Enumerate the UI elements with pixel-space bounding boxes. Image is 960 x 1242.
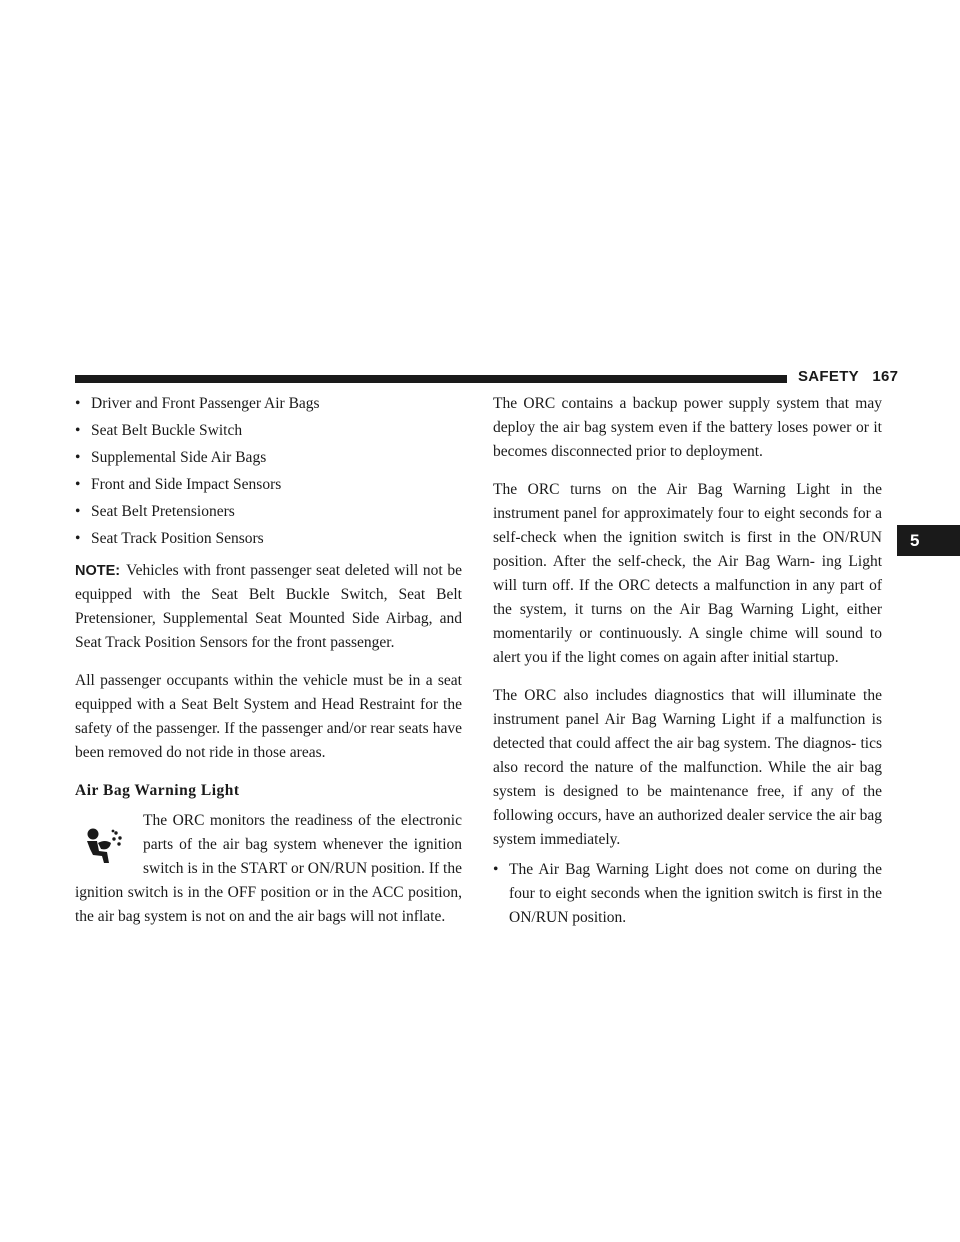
backup-power-paragraph: The ORC contains a backup power supply system that may deploy the air bag system even if the battery loses power or it becomes disconnected prior to deployment. (493, 395, 882, 460)
list-item-text: Seat Belt Pretensioners (91, 503, 235, 520)
warning-light-paragraph (75, 809, 462, 929)
list-item-text: The Air Bag Warning Light does not come on during the four to eight seconds when the ignition switch is first in the ON/RUN position. (509, 861, 882, 926)
bullet-glyph: • (75, 476, 81, 493)
section-heading: Air Bag Warning Light (75, 782, 240, 799)
list-item (75, 527, 462, 551)
airbag-warning-icon-graphic (83, 827, 127, 865)
list-item-text: Driver and Front Passenger Air Bags (91, 395, 320, 412)
bullet-glyph: • (75, 449, 81, 466)
diagnostics-paragraph: The ORC also includes diagnostics that will illuminate the instrument panel Air Bag Warning Light if a malfunction is detected that could affect the air bag system. The diagnos- tics also record the nature of the malfunction. While the air bag system is designed to be maintenance free, if any of the following occurs, have an authorized dealer service the air bag system immediately. (493, 687, 882, 848)
bullet-glyph: • (493, 861, 499, 878)
list-item (75, 473, 462, 497)
list-item (75, 419, 462, 443)
service-conditions-list (493, 858, 882, 930)
list-item (75, 446, 462, 470)
bullet-glyph: • (75, 503, 81, 520)
page-header (798, 368, 898, 385)
header-rule (75, 375, 787, 383)
note-text: Vehicles with front passenger seat deleted will not be equipped with the Seat Belt Buckle Switch, Seat Belt Pretensioner, Supplemental Seat Mounted Side Airbag, and Seat Track Position Sensors for the front passenger. (75, 562, 462, 651)
note-paragraph (75, 559, 462, 655)
airbag-warning-icon (75, 811, 137, 871)
right-column (493, 392, 882, 933)
note-label: NOTE: (75, 563, 121, 579)
list-item-text: Seat Belt Buckle Switch (91, 422, 243, 439)
self-check-paragraph: The ORC turns on the Air Bag Warning Light in the instrument panel for approximately four to eight seconds for a self-check when the ignition switch is first in the ON/RUN position. After the self-check, the Air Bag Warn- ing Light will turn off. If the ORC detects a malfunction in any part of the system, it turns on the Air Bag Warning Light, either momentarily or continuously. A single chime will sound to alert you if the light comes on again after initial startup. (493, 481, 882, 666)
warning-light-text: The ORC monitors the readiness of the electronic parts of the air bag system whenever the ignition switch is in the START or ON/RUN position. If the ignition switch is in the OFF position or in the ACC position, the air bag system is not on and the air bags will not inflate. (75, 812, 462, 925)
page-number: 167 (872, 368, 899, 385)
component-list (75, 392, 462, 551)
list-item (75, 392, 462, 416)
section-title: SAFETY (798, 368, 859, 385)
list-item (493, 858, 882, 930)
occupants-paragraph: All passenger occupants within the vehicle must be in a seat equipped with a Seat Belt System and Head Restraint for the safety of the passenger. If the passenger and/or rear seats have been removed do not ride in those areas. (75, 672, 462, 761)
list-item-text: Supplemental Side Air Bags (91, 449, 267, 466)
left-column (75, 392, 462, 943)
list-item (75, 500, 462, 524)
bullet-glyph: • (75, 530, 81, 547)
list-item-text: Front and Side Impact Sensors (91, 476, 282, 493)
list-item-text: Seat Track Position Sensors (91, 530, 264, 547)
chapter-number: 5 (910, 531, 920, 550)
chapter-tab[interactable] (897, 525, 960, 556)
bullet-glyph: • (75, 422, 81, 439)
bullet-glyph: • (75, 395, 81, 412)
